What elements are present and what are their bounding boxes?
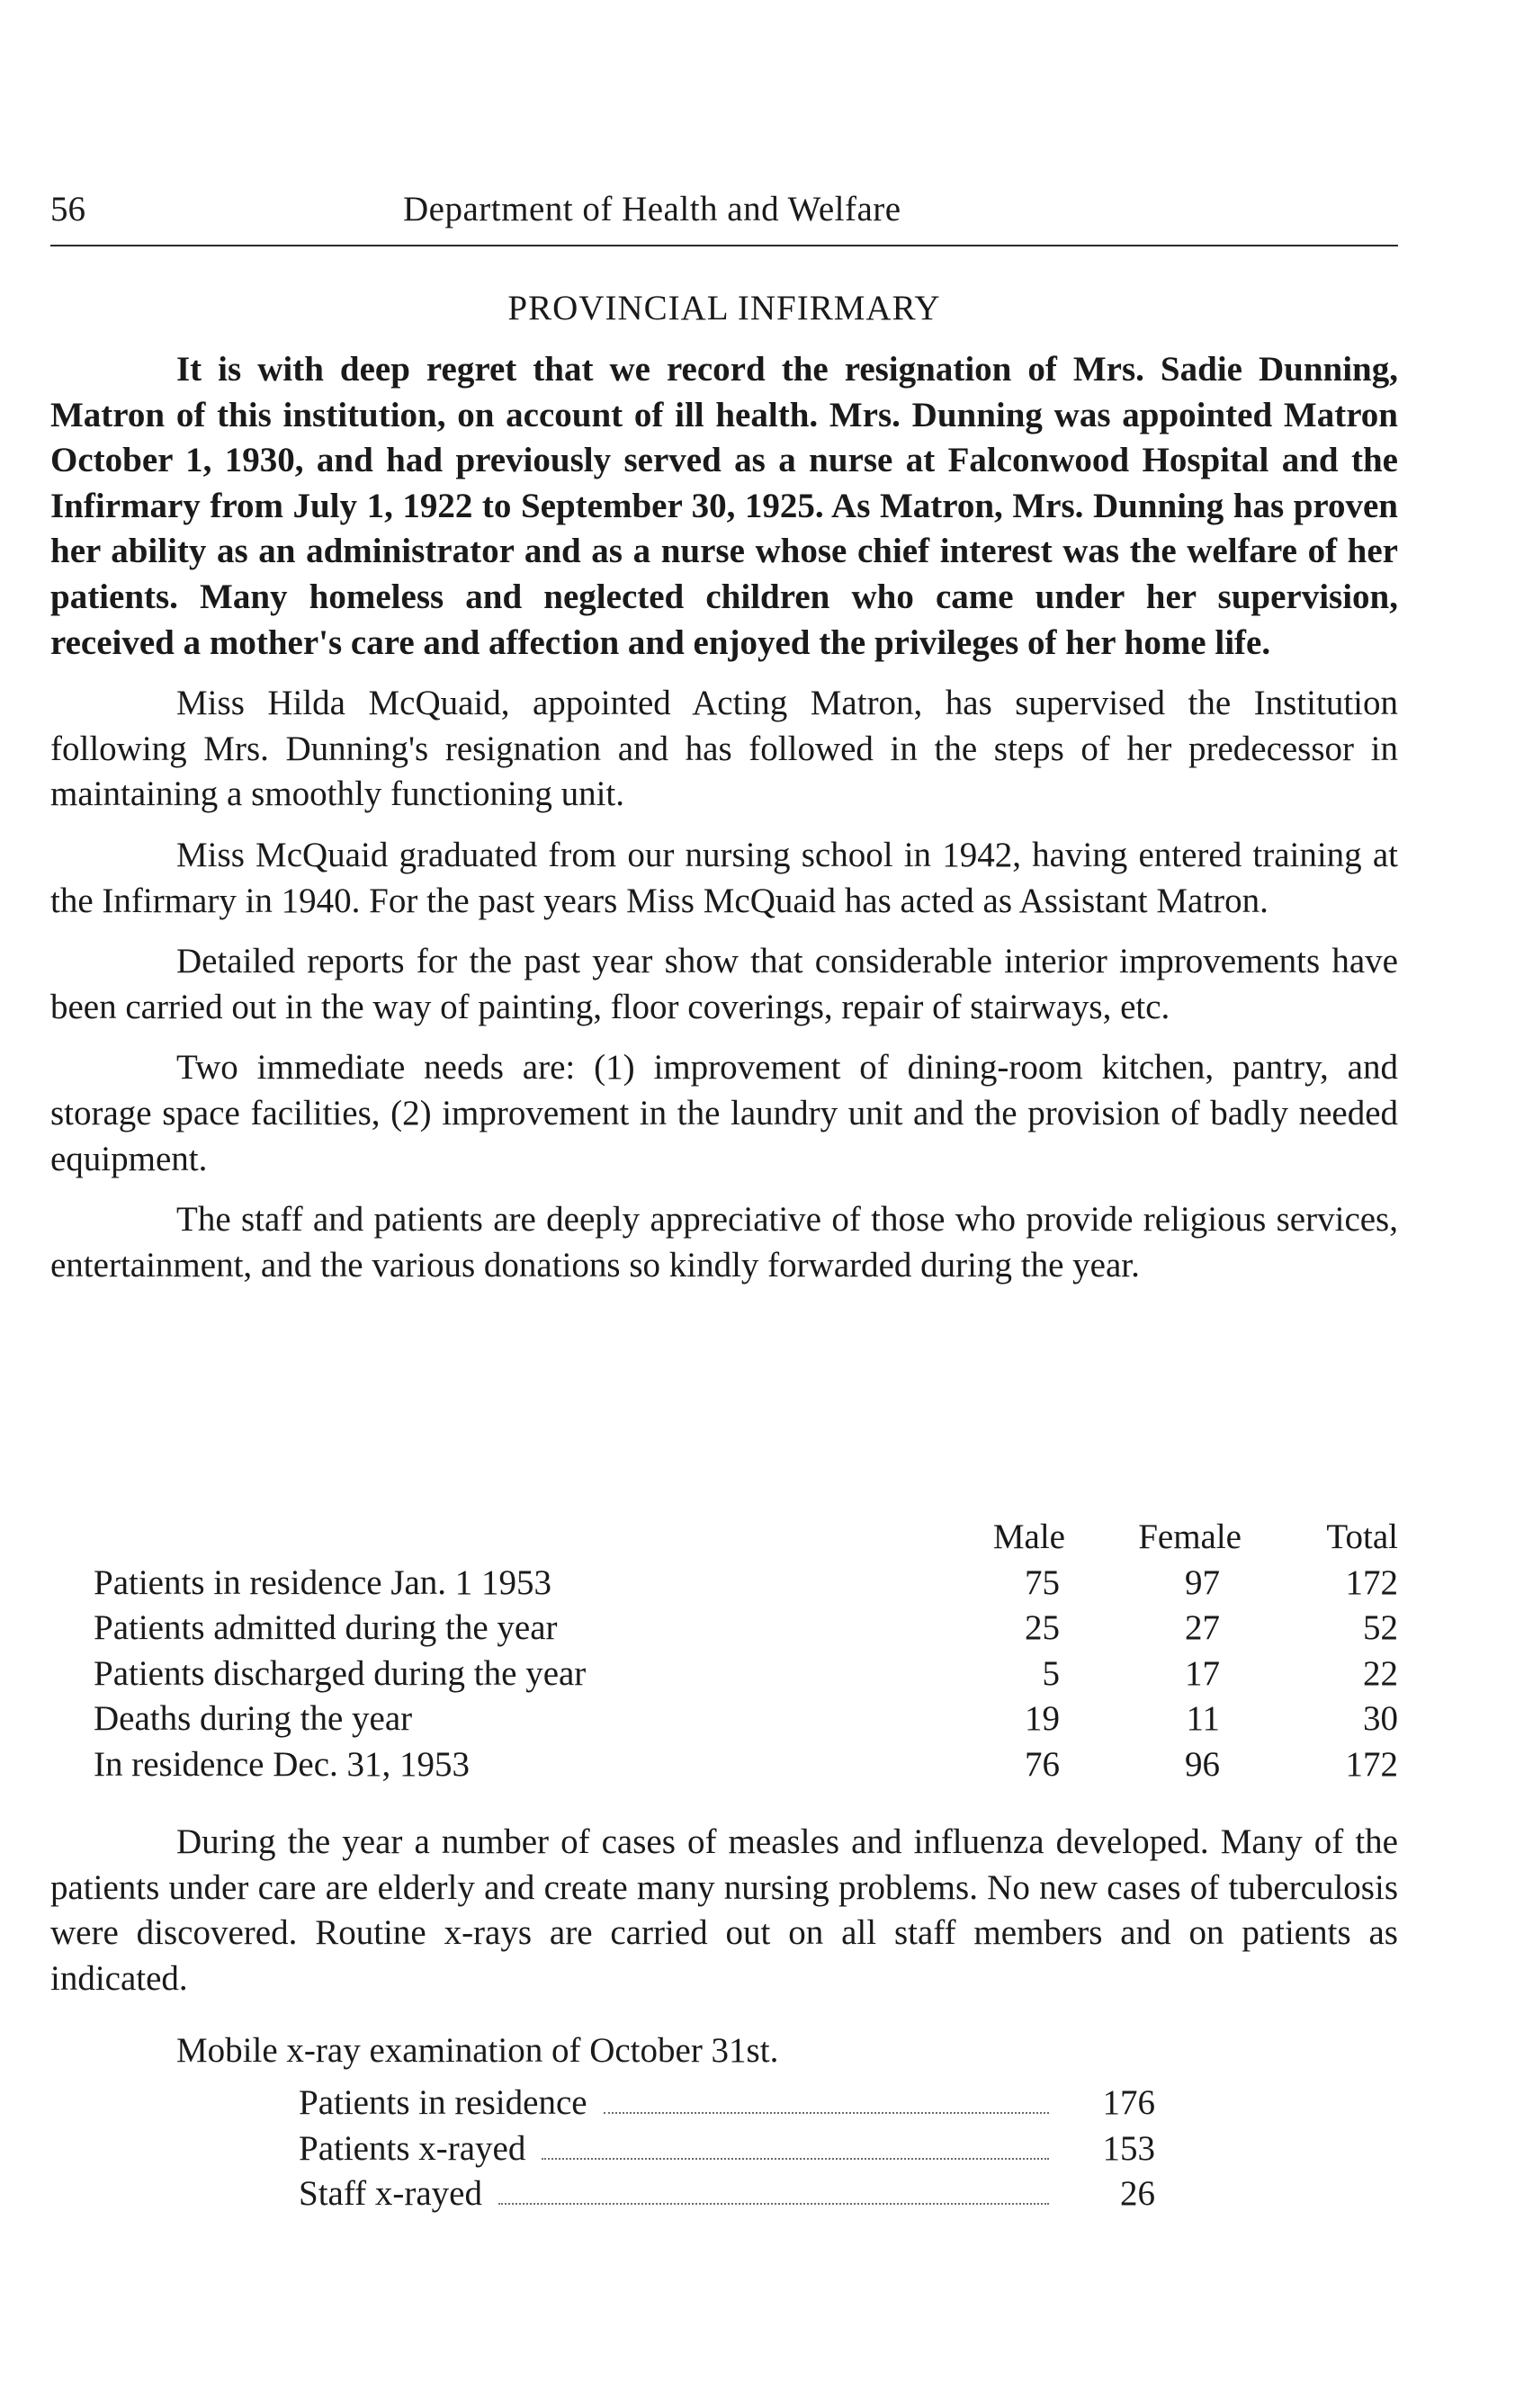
column-header-male: Male — [992, 1517, 1065, 1556]
running-head: Department of Health and Welfare — [403, 190, 901, 228]
cell-male: 19 — [1025, 1699, 1060, 1739]
table-row — [50, 1652, 1398, 1697]
xray-item-label: Staff x-rayed — [299, 2174, 482, 2214]
dot-leader — [604, 2112, 1049, 2114]
cell-female: 96 — [1185, 1744, 1220, 1784]
closing-text — [50, 1820, 1398, 2001]
xray-item-value: 153 — [1102, 2128, 1155, 2168]
column-header-total: Total — [1326, 1517, 1398, 1556]
column-header-female: Female — [1138, 1517, 1242, 1556]
cell-male: 5 — [1042, 1653, 1060, 1693]
cell-female: 17 — [1185, 1653, 1220, 1693]
table-header-row — [50, 1515, 1398, 1561]
row-label: In residence Dec. 31, 1953 — [94, 1744, 471, 1784]
cell-female: 97 — [1185, 1562, 1220, 1602]
section-title: PROVINCIAL INFIRMARY — [507, 289, 941, 327]
paragraph-health-notes: During the year a number of cases of measles and influenza developed. Many of the patients under care are elderly and create many nursing problems. No new cases of tuberculosis were discovered. Routine x-rays are carried out on all staff members and on patients as indicated. — [50, 1822, 1398, 1998]
table-row — [50, 1561, 1398, 1607]
xray-item-label: Patients x-rayed — [299, 2128, 526, 2168]
paragraph-improvements: Detailed reports for the past year show that considerable interior improvements have been carried out in the way of painting, floor coverings, repair of stairways, etc. — [50, 942, 1398, 1026]
paragraph-appreciation: The staff and patients are deeply appreciative of those who provide religious services, entertainment, and the various donations so kindly forwarded during the year. — [50, 1200, 1398, 1285]
xray-list — [299, 2081, 1155, 2217]
cell-total: 172 — [1345, 1562, 1398, 1602]
table-row — [50, 1606, 1398, 1652]
dot-leader — [498, 2203, 1049, 2205]
cell-male: 76 — [1025, 1744, 1060, 1784]
cell-total: 22 — [1363, 1653, 1398, 1693]
page-number: 56 — [50, 190, 85, 228]
cell-total: 30 — [1363, 1699, 1398, 1739]
table-row — [50, 1742, 1398, 1788]
xray-intro: Mobile x-ray examination of October 31st. — [176, 2031, 779, 2070]
list-item — [299, 2171, 1155, 2217]
paragraph-needs: Two immediate needs are: (1) improvement of dining-room kitchen, pantry, and storage space facilities, (2) improvement in the laundry unit and the provision of badly needed equipment. — [50, 1048, 1398, 1178]
xray-item-value: 176 — [1102, 2083, 1155, 2122]
cell-female: 11 — [1186, 1699, 1220, 1739]
table-row — [50, 1696, 1398, 1742]
page-header — [50, 187, 1398, 232]
cell-female: 27 — [1185, 1608, 1220, 1648]
row-label: Patients in residence Jan. 1 1953 — [94, 1562, 552, 1602]
paragraph-resignation: It is with deep regret that we record the resignation of Mrs. Sadie Dunning, Matron of this institution, on account of ill health. Mrs. Dunning was appointed Matron October 1, 1930, and had previously served as a nurse at Falconwood Hospital and the Infirmary from July 1, 1922 to September 30, 1925. As Matron, Mrs. Dunning has proven her ability as an administrator and as a nurse whose chief interest was the welfare of her patients. Many homeless and neglected children who came under her supervision, received a mother's care and affection and enjoyed the privileges of her home life. — [50, 350, 1398, 662]
body-text — [50, 347, 1398, 1303]
list-item — [299, 2081, 1155, 2126]
dot-leader — [542, 2158, 1049, 2160]
row-label: Deaths during the year — [94, 1699, 413, 1739]
cell-male: 25 — [1025, 1608, 1060, 1648]
patient-statistics-table — [50, 1515, 1398, 1788]
cell-total: 172 — [1345, 1744, 1398, 1784]
header-rule — [50, 245, 1398, 246]
row-label: Patients discharged during the year — [94, 1653, 587, 1693]
cell-total: 52 — [1363, 1608, 1398, 1648]
paragraph-mcquaid-training: Miss McQuaid graduated from our nursing school in 1942, having entered training at the Infirmary in 1940. For the past years Miss McQuaid has acted as Assistant Matron. — [50, 835, 1398, 920]
list-item — [299, 2126, 1155, 2172]
paragraph-acting-matron: Miss Hilda McQuaid, appointed Acting Matron, has supervised the Institution following Mrs. Dunning's resignation and has followed in the steps of her predecessor in maintaining a smoothly functioning unit. — [50, 684, 1398, 814]
xray-item-label: Patients in residence — [299, 2083, 587, 2122]
xray-item-value: 26 — [1120, 2174, 1155, 2214]
cell-male: 75 — [1025, 1562, 1060, 1602]
row-label: Patients admitted during the year — [94, 1608, 558, 1648]
